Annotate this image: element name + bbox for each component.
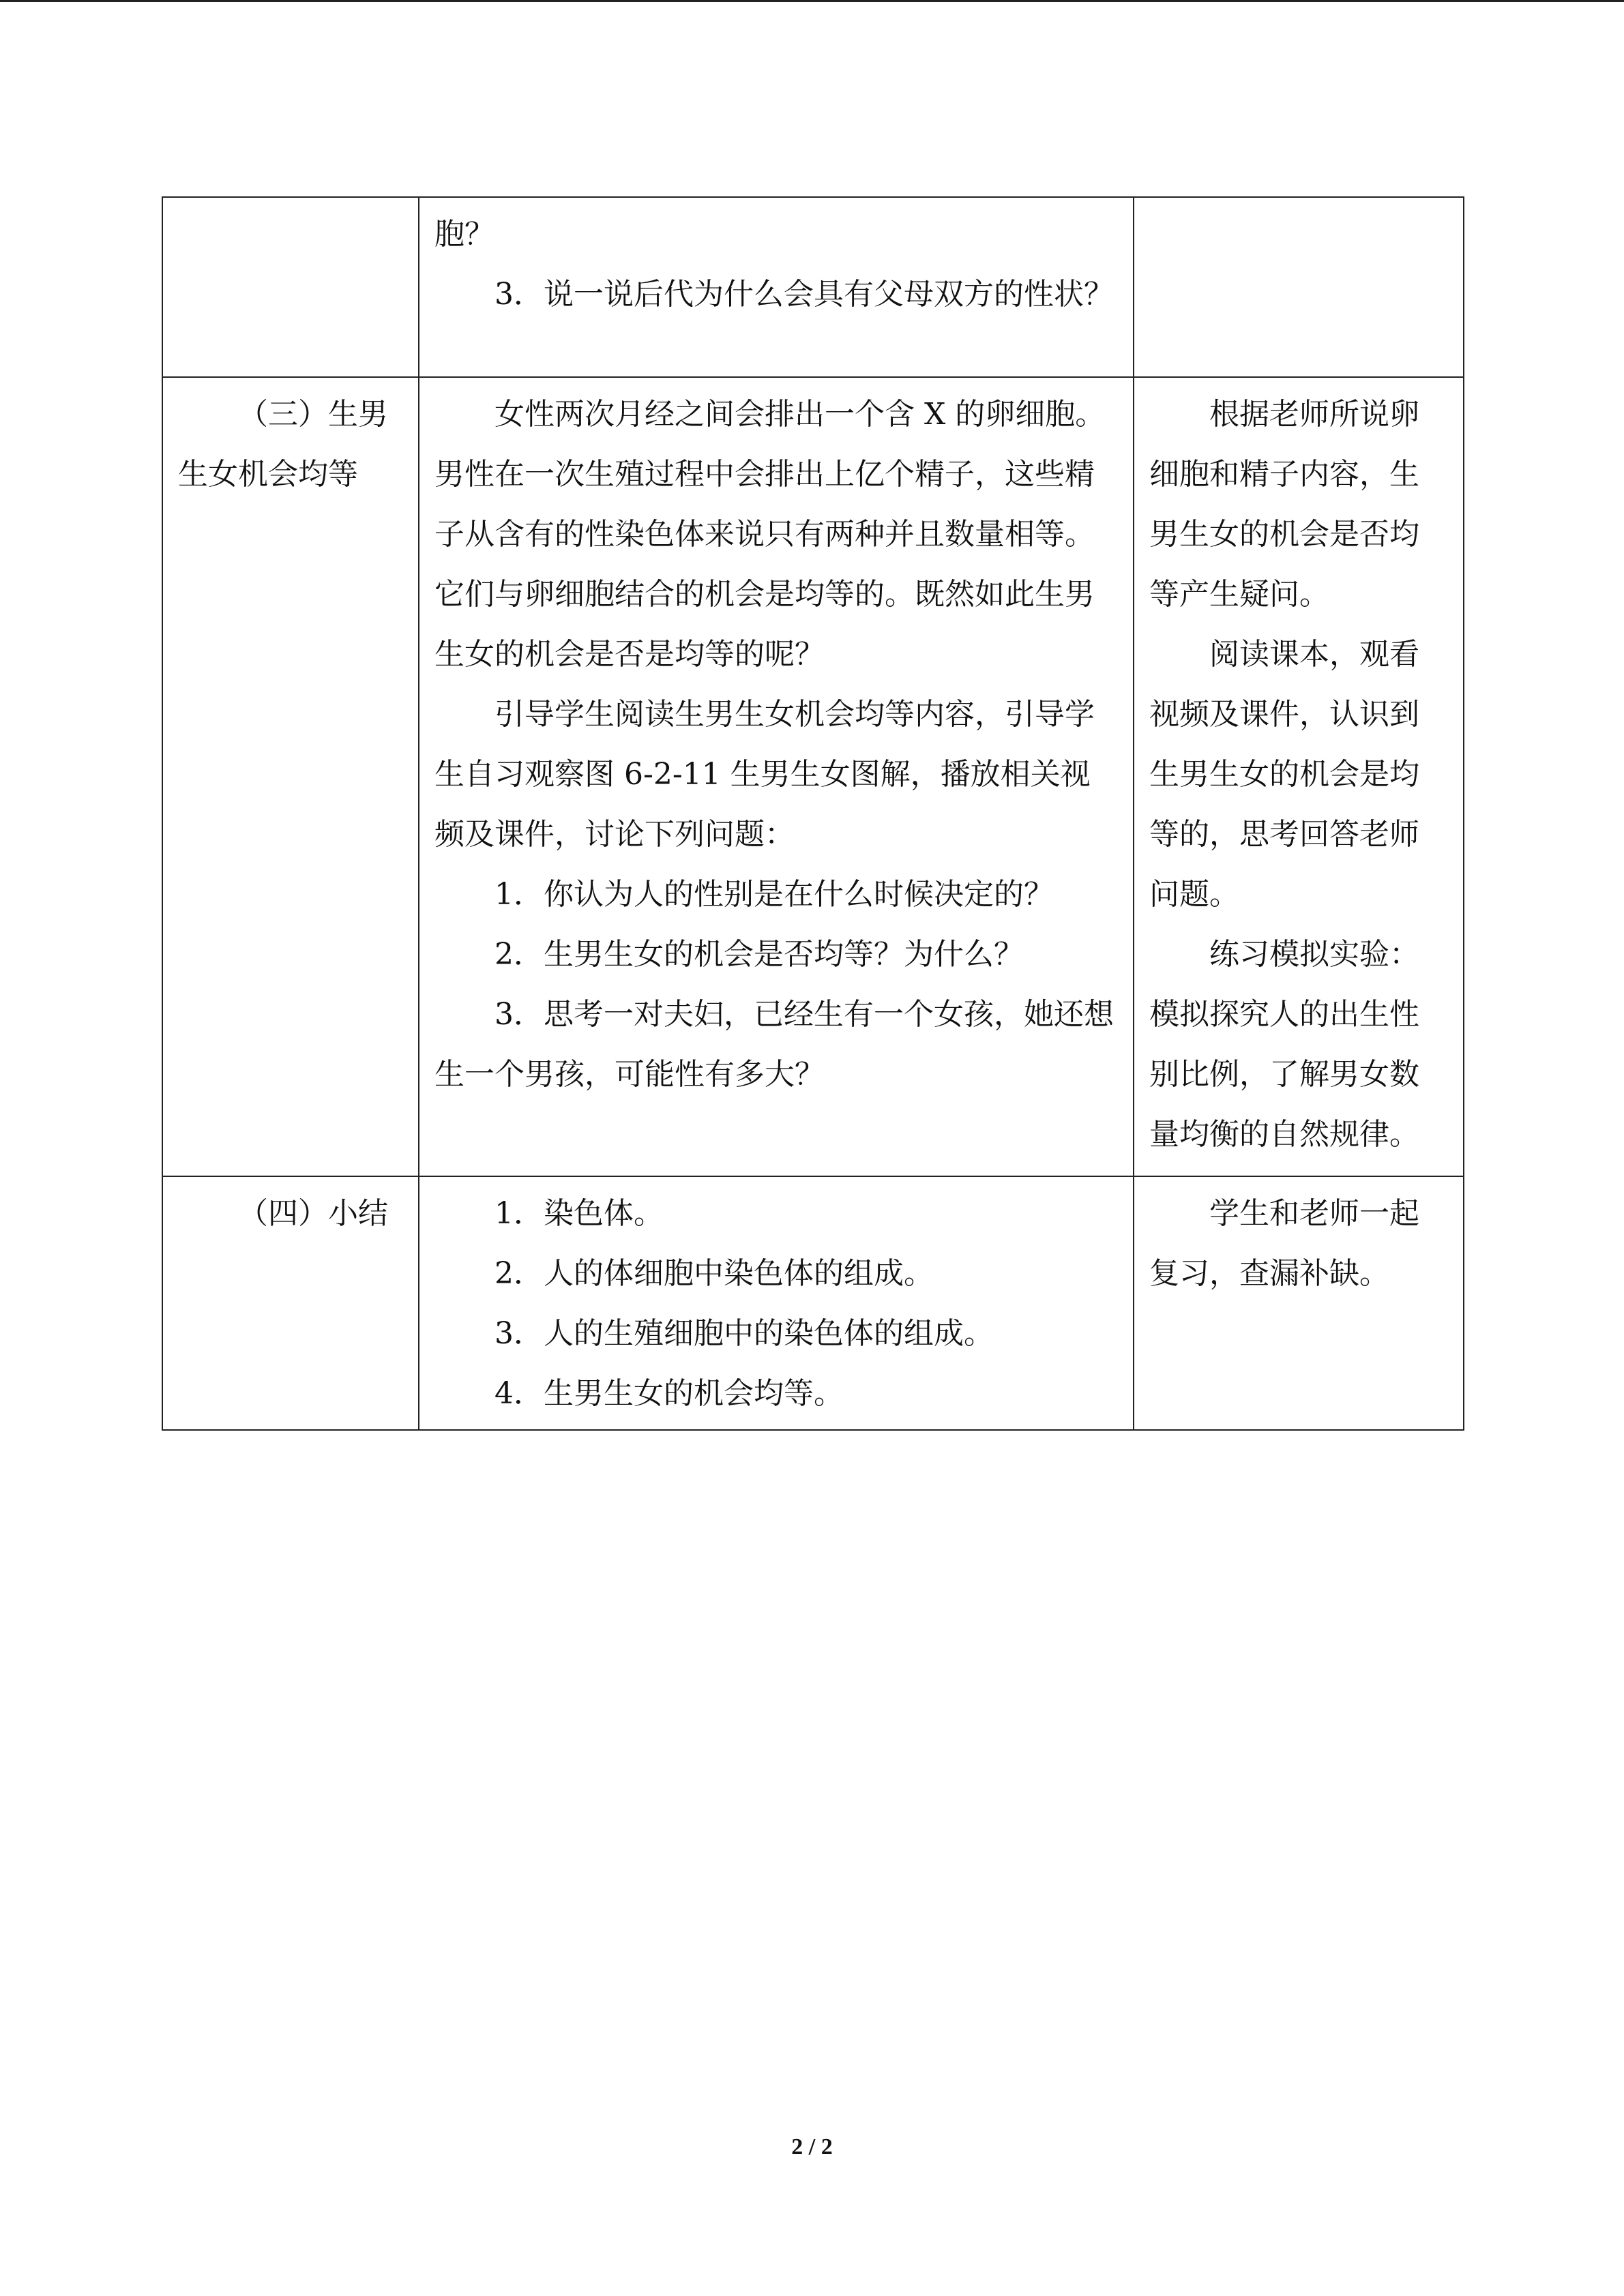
student-paragraph: 根据老师所说卵细胞和精子内容，生男生女的机会是否均等产生疑问。 <box>1149 397 1419 612</box>
student-paragraph: 学生和老师一起复习，查漏补缺。 <box>1149 1196 1419 1291</box>
student-activity-cell <box>1134 377 1464 1176</box>
summary-item: 2．人的体细胞中染色体的组成。 <box>494 1256 934 1291</box>
lesson-plan-table <box>162 196 1464 1431</box>
stage-cell <box>162 377 419 1176</box>
summary-item: 4．生男生女的机会均等。 <box>494 1376 844 1411</box>
stage-cell <box>162 197 419 377</box>
page-number: 2 / 2 <box>791 2134 833 2160</box>
student-paragraph: 阅读课本，观看视频及课件，认识到生男生女的机会是均等的，思考回答老师问题。 <box>1149 637 1419 912</box>
teacher-question: 1．你认为人的性别是在什么时候决定的？ <box>494 877 1054 912</box>
stage-cell <box>162 1176 419 1430</box>
stage-label: （四）小结 <box>238 1196 388 1231</box>
teacher-activity-cell <box>419 197 1134 377</box>
summary-item: 3．人的生殖细胞中的染色体的组成。 <box>494 1316 994 1351</box>
table-row <box>162 377 1464 1176</box>
teacher-paragraph: 3．说一说后代为什么会具有父母双方的性状？ <box>494 277 1114 312</box>
teacher-paragraph: 引导学生阅读生男生女机会均等内容，引导学生自习观察图 6-2-11 生男生女图解，播放相关视频及课件，讨论下列问题： <box>434 697 1095 852</box>
page-top-border <box>0 0 1624 2</box>
student-activity-cell <box>1134 1176 1464 1430</box>
teacher-paragraph: 女性两次月经之间会排出一个含 X 的卵细胞。男性在一次生殖过程中会排出上亿个精子，这些精子从含有的性染色体来说只有两种并且数量相等。它们与卵细胞结合的机会是均等的。既然如此生男生女的机会是否是均等的呢？ <box>434 397 1106 672</box>
teacher-question: 2．生男生女的机会是否均等？为什么？ <box>494 937 1024 972</box>
teacher-question: 3．思考一对夫妇，已经生有一个女孩，她还想生一个男孩，可能性有多大？ <box>434 997 1114 1092</box>
table-row <box>162 1176 1464 1430</box>
teacher-activity-cell <box>419 1176 1134 1430</box>
student-paragraph: 练习模拟实验：模拟探究人的出生性别比例，了解男女数量均衡的自然规律。 <box>1149 937 1419 1152</box>
stage-label: （三）生男生女机会均等 <box>178 397 388 492</box>
teacher-activity-cell <box>419 377 1134 1176</box>
teacher-paragraph: 胞？ <box>434 217 494 252</box>
student-activity-cell <box>1134 197 1464 377</box>
summary-item: 1．染色体。 <box>494 1196 664 1231</box>
table-row <box>162 197 1464 377</box>
